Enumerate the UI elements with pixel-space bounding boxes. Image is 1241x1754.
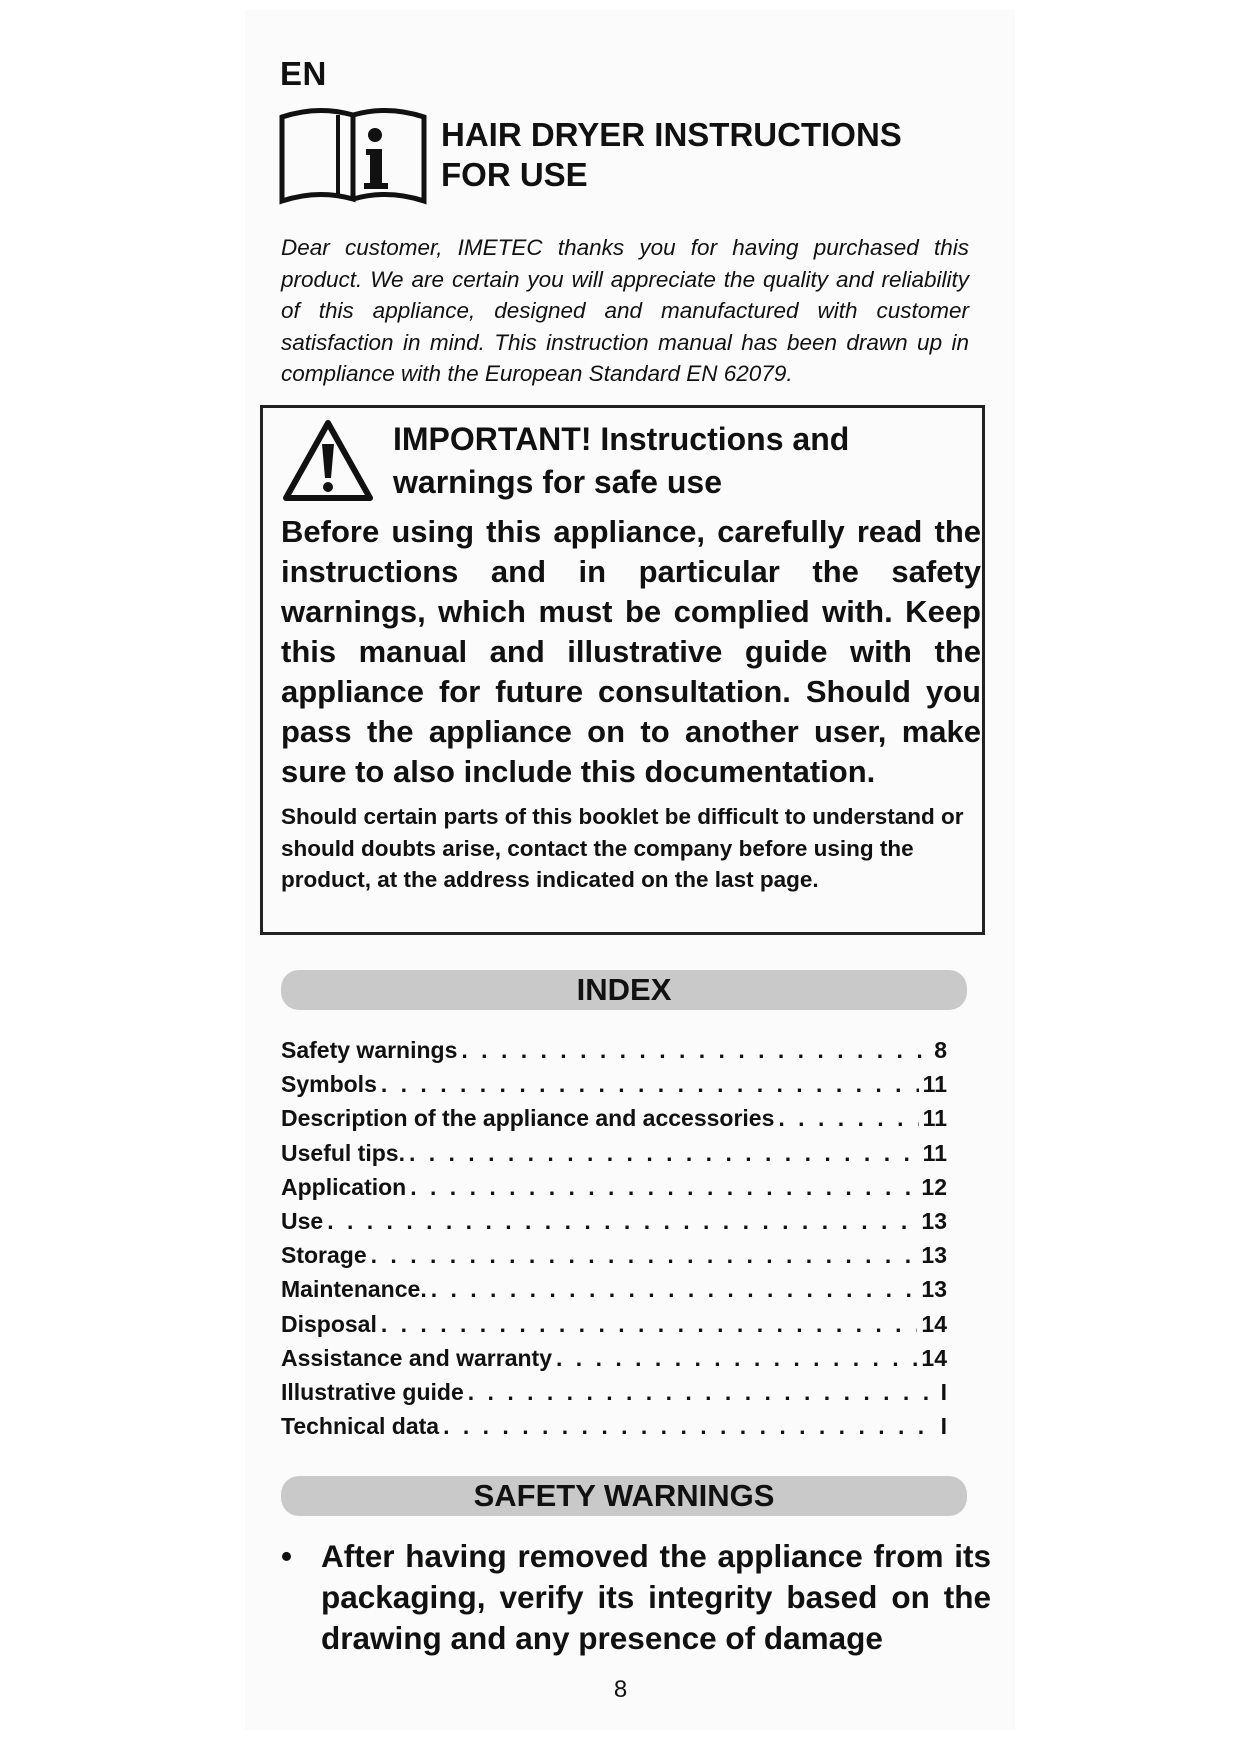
safety-warnings-heading: SAFETY WARNINGS	[281, 1476, 967, 1516]
language-code: EN	[280, 55, 327, 92]
document-title	[441, 115, 902, 195]
table-of-contents	[281, 1033, 947, 1443]
toc-dot-leader	[461, 1033, 930, 1067]
toc-entry	[281, 1238, 947, 1272]
toc-entry-label: Use	[281, 1207, 324, 1234]
toc-entry	[281, 1033, 947, 1067]
toc-dot-leader	[431, 1272, 918, 1306]
toc-entry-label: Useful tips.	[281, 1139, 405, 1166]
toc-dot-leader	[468, 1375, 937, 1409]
toc-entry-page: 8	[934, 1037, 947, 1063]
toc-entry-label: Application	[281, 1173, 407, 1200]
title-line-1: HAIR DRYER INSTRUCTIONS	[441, 116, 902, 153]
toc-entry-page: 11	[922, 1071, 947, 1098]
toc-entry-label: Maintenance.	[281, 1276, 427, 1303]
toc-entry-page: 12	[921, 1173, 947, 1200]
important-note: Should certain parts of this booklet be difficult to understand or should doubts arise, contact the company before using the product, at the address indicated on the last page.	[281, 804, 964, 892]
toc-entry	[281, 1170, 947, 1204]
toc-entry	[281, 1341, 947, 1375]
important-heading-line-1: IMPORTANT! Instructions and	[393, 421, 850, 457]
toc-entry	[281, 1067, 947, 1101]
bullet-marker: •	[281, 1538, 293, 1574]
toc-entry-label: Illustrative guide	[281, 1378, 464, 1405]
important-text: Before using this appliance, carefully read the instructions and in particular the safety warnings, which must be complied with. Keep this manual and illustrative guide with the appliance for future consultation. Should you pass the appliance on to another user, make sure to also include this documentation.	[281, 514, 981, 789]
toc-entry-label: Disposal	[281, 1310, 377, 1337]
intro-paragraph: Dear customer, IMETEC thanks you for having purchased this product. We are certain you will appreciate the quality and reliability of this appliance, designed and manufactured with customer satisfaction in mind. This instruction manual has been drawn up in compliance with the European Standard EN 62079.	[281, 235, 969, 386]
toc-entry-label: Description of the appliance and accessories	[281, 1105, 775, 1132]
toc-entry	[281, 1272, 947, 1306]
toc-entry-page: I	[940, 1378, 947, 1405]
toc-entry	[281, 1136, 947, 1170]
warning-triangle-icon	[282, 418, 374, 502]
toc-entry-label: Storage	[281, 1242, 367, 1269]
toc-dot-leader	[778, 1101, 918, 1135]
toc-entry-page: 13	[921, 1207, 947, 1234]
important-heading	[393, 418, 849, 504]
safety-bullet-text: After having removed the appliance from its packaging, verify its integrity based on the drawing and any presence of damage	[321, 1538, 991, 1656]
toc-entry-label: Symbols	[281, 1071, 377, 1098]
title-line-2: FOR USE	[441, 156, 588, 193]
toc-entry-page: 13	[921, 1276, 947, 1303]
important-heading-line-2: warnings for safe use	[393, 464, 722, 500]
toc-dot-leader	[556, 1341, 917, 1375]
toc-entry	[281, 1307, 947, 1341]
toc-entry	[281, 1204, 947, 1238]
toc-entry-page: 14	[921, 1344, 947, 1371]
toc-entry-label: Assistance and warranty	[281, 1344, 553, 1371]
toc-entry-page: 14	[921, 1310, 947, 1337]
toc-entry	[281, 1375, 947, 1409]
index-heading: INDEX	[281, 970, 967, 1010]
toc-entry-page: 13	[921, 1242, 947, 1269]
toc-entry-label: Safety warnings	[281, 1037, 458, 1063]
toc-entry	[281, 1409, 947, 1443]
toc-dot-leader	[409, 1136, 919, 1170]
toc-dot-leader	[327, 1204, 917, 1238]
toc-entry-label: Technical data	[281, 1413, 440, 1440]
toc-entry-page: I	[940, 1413, 947, 1440]
page-number: 8	[613, 1676, 628, 1703]
info-manual-icon	[278, 103, 428, 207]
toc-dot-leader	[381, 1307, 918, 1341]
toc-entry	[281, 1101, 947, 1135]
toc-entry-page: 11	[922, 1105, 947, 1132]
toc-dot-leader	[410, 1170, 917, 1204]
toc-dot-leader	[381, 1067, 919, 1101]
toc-dot-leader	[443, 1409, 937, 1443]
toc-entry-page: 11	[922, 1139, 947, 1166]
safety-bullet-item	[281, 1536, 991, 1659]
toc-dot-leader	[371, 1238, 918, 1272]
